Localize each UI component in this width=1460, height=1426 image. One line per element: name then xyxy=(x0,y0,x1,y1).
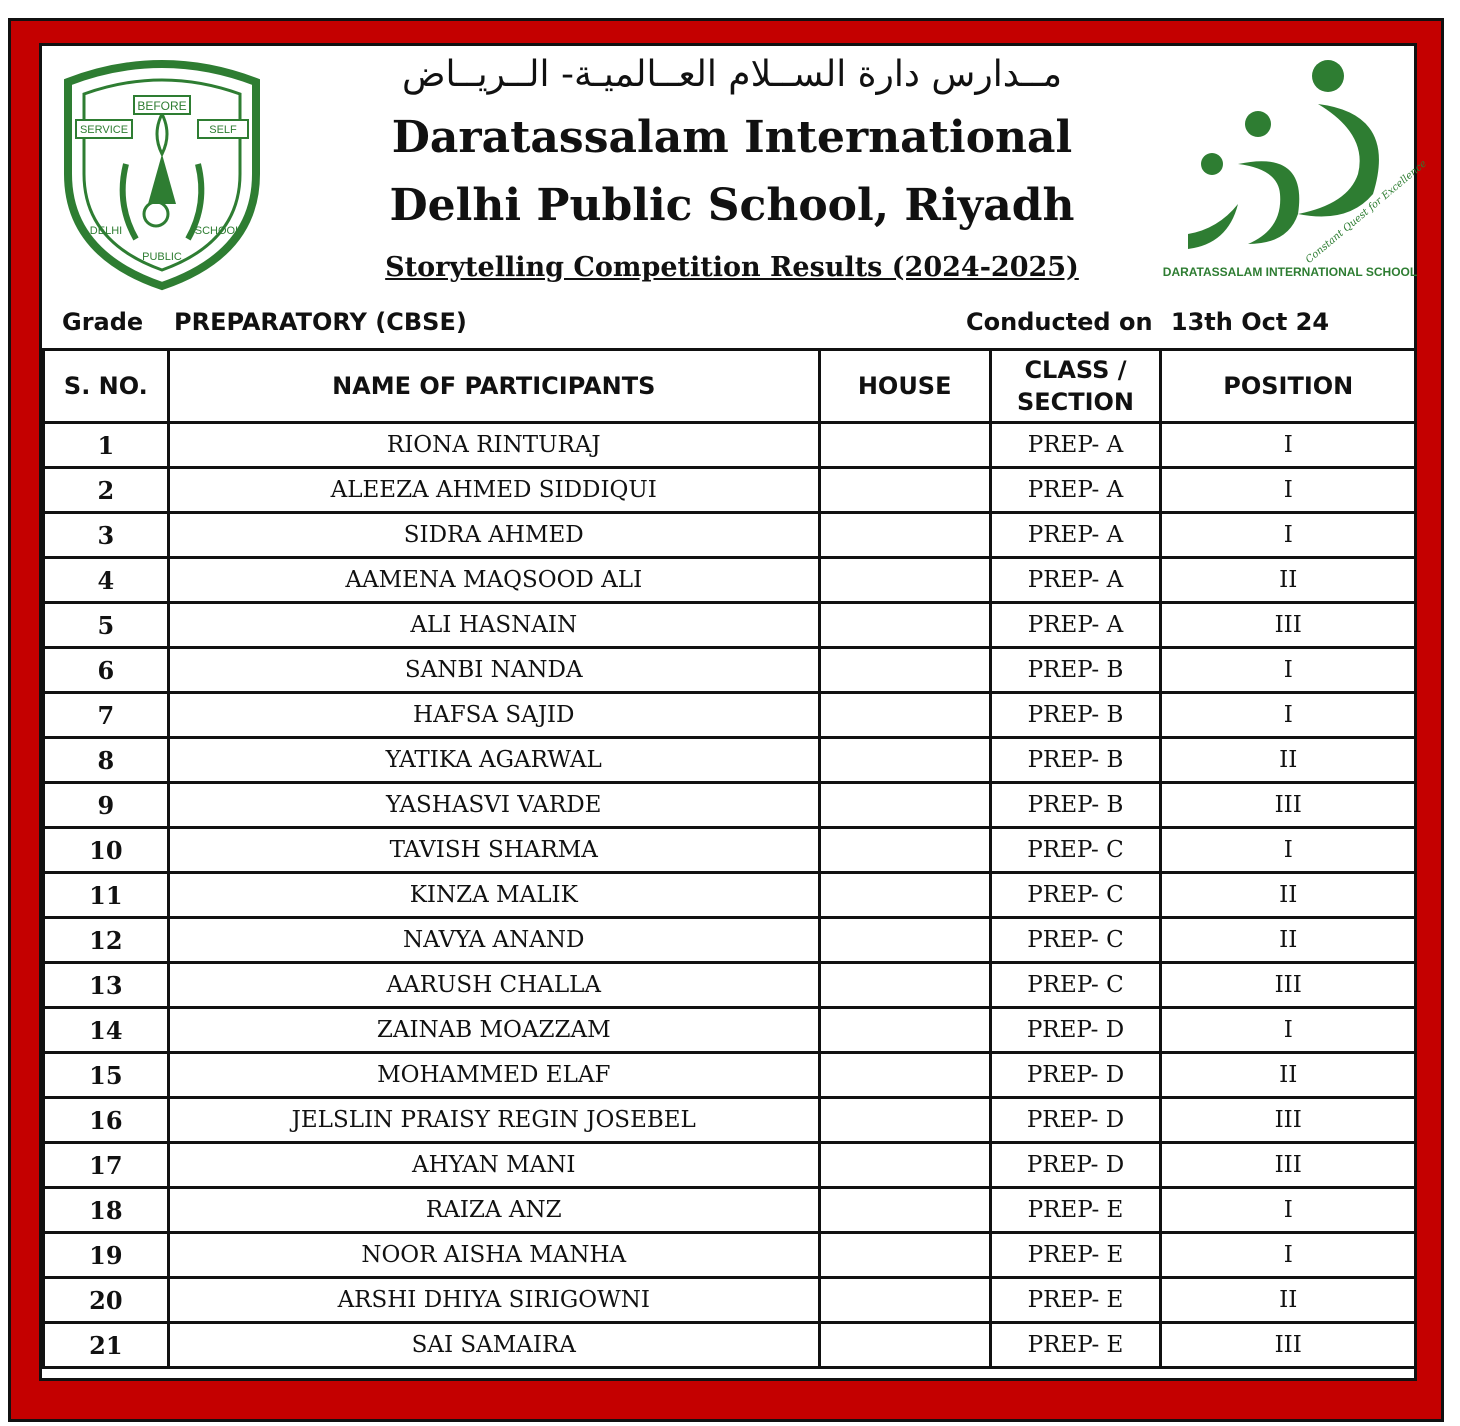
cell-position: I xyxy=(1161,423,1416,468)
cell-sno: 11 xyxy=(44,873,169,918)
cell-sno: 14 xyxy=(44,1008,169,1053)
cell-class-section: PREP- D xyxy=(990,1098,1161,1143)
cell-sno: 1 xyxy=(44,423,169,468)
cell-house xyxy=(819,648,990,693)
cell-class-section: PREP- B xyxy=(990,648,1161,693)
table-row xyxy=(44,423,1416,468)
cell-house xyxy=(819,738,990,783)
grade-value: PREPARATORY (CBSE) xyxy=(174,308,467,336)
cell-sno: 18 xyxy=(44,1188,169,1233)
page-frame xyxy=(8,18,1444,1422)
dps-crest-logo xyxy=(56,54,268,290)
cell-position: II xyxy=(1161,738,1416,783)
table-row xyxy=(44,648,1416,693)
cell-sno: 3 xyxy=(44,513,169,558)
cell-sno: 6 xyxy=(44,648,169,693)
cell-position: I xyxy=(1161,648,1416,693)
table-body xyxy=(44,423,1416,1368)
cell-position: I xyxy=(1161,468,1416,513)
cell-name: MOHAMMED ELAF xyxy=(168,1053,819,1098)
logo-school-name: DARATASSALAM INTERNATIONAL SCHOOL xyxy=(1162,265,1418,279)
cell-name: AARUSH CHALLA xyxy=(168,963,819,1008)
cell-position: III xyxy=(1161,783,1416,828)
cell-position: I xyxy=(1161,513,1416,558)
cell-class-section: PREP- B xyxy=(990,693,1161,738)
cell-class-section: PREP- A xyxy=(990,468,1161,513)
school-name-line1: Daratassalam International xyxy=(391,112,1073,163)
cell-name: YATIKA AGARWAL xyxy=(168,738,819,783)
conducted-date: 13th Oct 24 xyxy=(1170,308,1330,336)
cell-house xyxy=(819,1323,990,1368)
cell-house xyxy=(819,1098,990,1143)
table-row xyxy=(44,1098,1416,1143)
cell-house xyxy=(819,468,990,513)
cell-name: HAFSA SAJID xyxy=(168,693,819,738)
crest-top-banner: BEFORE xyxy=(137,99,187,113)
cell-house xyxy=(819,558,990,603)
cell-position: III xyxy=(1161,603,1416,648)
cell-name: ALI HASNAIN xyxy=(168,603,819,648)
cell-name: JELSLIN PRAISY REGIN JOSEBEL xyxy=(168,1098,819,1143)
cell-house xyxy=(819,513,990,558)
cell-name: TAVISH SHARMA xyxy=(168,828,819,873)
cell-name: KINZA MALIK xyxy=(168,873,819,918)
cell-house xyxy=(819,1008,990,1053)
table-row xyxy=(44,1323,1416,1368)
school-name-line2: Delhi Public School, Riyadh xyxy=(389,180,1075,231)
crest-bottom-center: PUBLIC xyxy=(142,251,182,263)
cell-class-section: PREP- A xyxy=(990,423,1161,468)
cell-class-section: PREP- A xyxy=(990,558,1161,603)
cell-house xyxy=(819,1278,990,1323)
cell-class-section: PREP- C xyxy=(990,918,1161,963)
cell-name: RAIZA ANZ xyxy=(168,1188,819,1233)
daratassalam-logo xyxy=(1162,54,1429,282)
cell-name: AAMENA MAQSOOD ALI xyxy=(168,558,819,603)
cell-house xyxy=(819,693,990,738)
cell-name: RIONA RINTURAJ xyxy=(168,423,819,468)
cell-name: NOOR AISHA MANHA xyxy=(168,1233,819,1278)
arabic-school-title: مــدارس دارة الســلام العــالميـة- الــريــاض xyxy=(401,54,1063,95)
competition-title: Storytelling Competition Results (2024-2025) xyxy=(385,252,1079,283)
cell-name: AHYAN MANI xyxy=(168,1143,819,1188)
table-header-row xyxy=(44,350,1416,423)
crest-left-banner: SERVICE xyxy=(79,124,129,136)
table-row xyxy=(44,918,1416,963)
cell-name: ALEEZA AHMED SIDDIQUI xyxy=(168,468,819,513)
table-row xyxy=(44,558,1416,603)
cell-name: ZAINAB MOAZZAM xyxy=(168,1008,819,1053)
cell-class-section: PREP- D xyxy=(990,1053,1161,1098)
cell-name: ARSHI DHIYA SIRIGOWNI xyxy=(168,1278,819,1323)
cell-class-section: PREP- C xyxy=(990,828,1161,873)
table-row xyxy=(44,1188,1416,1233)
results-sheet xyxy=(39,43,1429,1381)
cell-sno: 20 xyxy=(44,1278,169,1323)
header-name: NAME OF PARTICIPANTS xyxy=(168,350,819,423)
cell-position: I xyxy=(1161,693,1416,738)
cell-house xyxy=(819,918,990,963)
cell-class-section: PREP- E xyxy=(990,1278,1161,1323)
cell-house xyxy=(819,423,990,468)
cell-class-section: PREP- C xyxy=(990,873,1161,918)
cell-position: III xyxy=(1161,1098,1416,1143)
table-row xyxy=(44,468,1416,513)
cell-class-section: PREP- D xyxy=(990,1008,1161,1053)
table-row xyxy=(44,1053,1416,1098)
cell-sno: 12 xyxy=(44,918,169,963)
cell-class-section: PREP- B xyxy=(990,738,1161,783)
header-house: HOUSE xyxy=(819,350,990,423)
table-row xyxy=(44,513,1416,558)
results-table xyxy=(42,348,1417,1369)
crest-bottom-left: DELHI xyxy=(89,225,123,237)
conducted-label: Conducted on xyxy=(966,308,1153,336)
table-row xyxy=(44,1278,1416,1323)
cell-house xyxy=(819,1233,990,1278)
table-row xyxy=(44,1008,1416,1053)
cell-sno: 21 xyxy=(44,1323,169,1368)
cell-sno: 9 xyxy=(44,783,169,828)
cell-sno: 17 xyxy=(44,1143,169,1188)
cell-sno: 7 xyxy=(44,693,169,738)
cell-class-section: PREP- A xyxy=(990,603,1161,648)
cell-sno: 2 xyxy=(44,468,169,513)
cell-sno: 5 xyxy=(44,603,169,648)
cell-sno: 8 xyxy=(44,738,169,783)
cell-sno: 16 xyxy=(44,1098,169,1143)
cell-sno: 15 xyxy=(44,1053,169,1098)
cell-house xyxy=(819,783,990,828)
cell-position: I xyxy=(1161,1188,1416,1233)
cell-house xyxy=(819,603,990,648)
cell-position: II xyxy=(1161,558,1416,603)
cell-house xyxy=(819,828,990,873)
grade-label: Grade xyxy=(62,308,144,336)
cell-class-section: PREP- E xyxy=(990,1233,1161,1278)
cell-house xyxy=(819,873,990,918)
crest-right-banner: SELF xyxy=(209,124,237,136)
cell-house xyxy=(819,1053,990,1098)
header-position: POSITION xyxy=(1161,350,1416,423)
cell-position: I xyxy=(1161,1233,1416,1278)
crest-bottom-right: SCHOOL xyxy=(194,225,242,237)
cell-class-section: PREP- C xyxy=(990,963,1161,1008)
cell-position: II xyxy=(1161,918,1416,963)
cell-house xyxy=(819,1188,990,1233)
cell-position: II xyxy=(1161,1053,1416,1098)
logo-tagline: Constant Quest for Excellence xyxy=(1303,158,1429,266)
cell-name: SAI SAMAIRA xyxy=(168,1323,819,1368)
cell-class-section: PREP- D xyxy=(990,1143,1161,1188)
table-row xyxy=(44,783,1416,828)
cell-position: II xyxy=(1161,873,1416,918)
conducted-on xyxy=(966,308,1329,336)
table-row xyxy=(44,1233,1416,1278)
cell-position: I xyxy=(1161,828,1416,873)
cell-name: SANBI NANDA xyxy=(168,648,819,693)
cell-sno: 10 xyxy=(44,828,169,873)
table-row xyxy=(44,1143,1416,1188)
cell-position: III xyxy=(1161,1143,1416,1188)
cell-name: NAVYA ANAND xyxy=(168,918,819,963)
cell-class-section: PREP- E xyxy=(990,1323,1161,1368)
cell-house xyxy=(819,963,990,1008)
header-class-section: CLASS / SECTION xyxy=(990,350,1161,423)
header-sno: S. NO. xyxy=(44,350,169,423)
cell-class-section: PREP- A xyxy=(990,513,1161,558)
table-row xyxy=(44,693,1416,738)
cell-position: III xyxy=(1161,963,1416,1008)
cell-position: II xyxy=(1161,1278,1416,1323)
table-row xyxy=(44,963,1416,1008)
cell-sno: 13 xyxy=(44,963,169,1008)
cell-sno: 4 xyxy=(44,558,169,603)
cell-name: YASHASVI VARDE xyxy=(168,783,819,828)
cell-position: III xyxy=(1161,1323,1416,1368)
letterhead xyxy=(42,46,1429,346)
table-row xyxy=(44,873,1416,918)
table-row xyxy=(44,738,1416,783)
cell-house xyxy=(819,1143,990,1188)
cell-class-section: PREP- E xyxy=(990,1188,1161,1233)
table-row xyxy=(44,603,1416,648)
cell-name: SIDRA AHMED xyxy=(168,513,819,558)
table-row xyxy=(44,828,1416,873)
cell-sno: 19 xyxy=(44,1233,169,1278)
cell-class-section: PREP- B xyxy=(990,783,1161,828)
cell-position: I xyxy=(1161,1008,1416,1053)
